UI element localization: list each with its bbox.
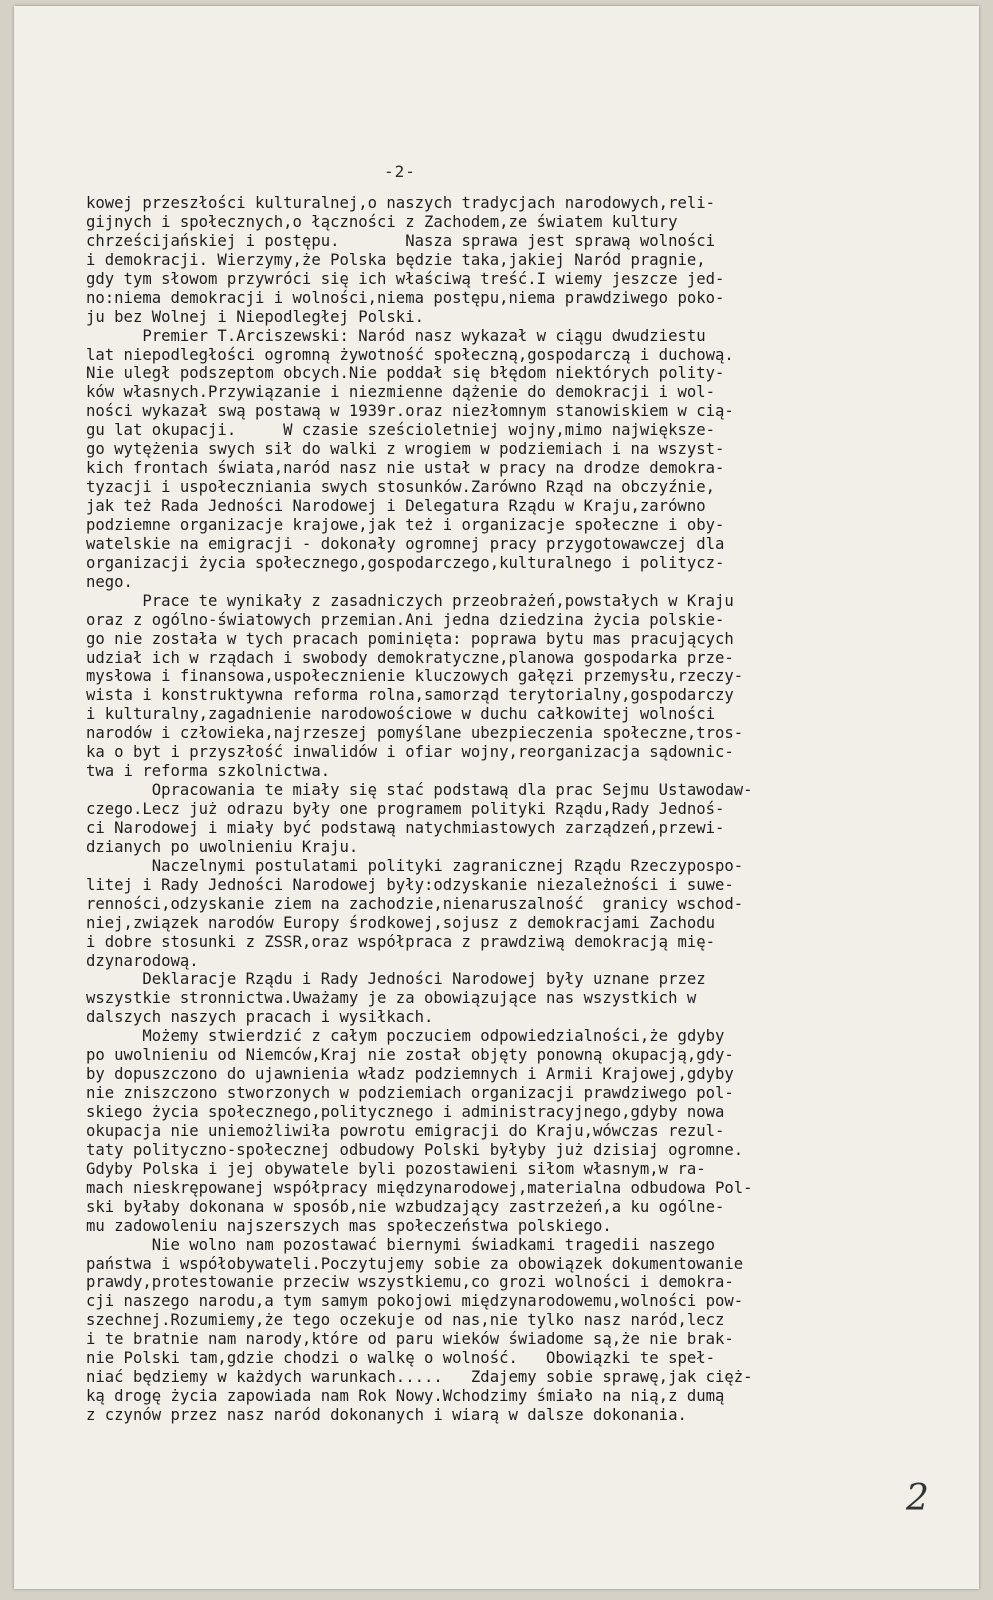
text-line: narodów i człowieka,najrzeszej pomyślane ubezpieczenia społeczne,tros- (86, 724, 744, 743)
text-line: udział ich w rządach i swobody demokratyczne,planowa gospodarka prze- (86, 648, 734, 667)
text-line: wista i konstruktywna reforma rolna,samorząd terytorialny,gospodarczy (86, 686, 734, 705)
text-line: mach nieskrępowanej współpracy międzynarodowej,materialna odbudowa Pol- (86, 1178, 753, 1197)
text-line: nie Polski tam,gdzie chodzi o walkę o wolność. Obowiązki te speł- (86, 1349, 716, 1368)
text-line: Nie uległ podszeptom obcych.Nie poddał się błędom niektórych polity- (86, 364, 725, 383)
text-line: ką drogę życia zapowiada nam Rok Nowy.Wchodzimy śmiało na nią,z dumą (86, 1387, 725, 1406)
text-line: Gdyby Polska i jej obywatele byli pozostawieni siłom własnym,w ra- (86, 1159, 706, 1178)
text-line: dalszych naszych pracach i wysiłkach. (86, 1008, 434, 1027)
text-line: Deklaracje Rządu i Rady Jedności Narodowej były uznane przez (86, 970, 706, 989)
text-line: ju bez Wolnej i Niepodległej Polski. (86, 307, 424, 326)
text-line: gu lat okupacji. W czasie sześcioletniej wojny,mimo największe- (86, 421, 716, 440)
text-line: nie zniszczono stworzonych w podziemiach organizacji prawdziwego pol- (86, 1084, 734, 1103)
text-line: mysłowa i finansowa,uspołecznienie kluczowych gałęzi przemysłu,rzeczy- (86, 667, 744, 686)
text-line: ności wykazał swą postawą w 1939r.oraz niezłomnym stanowiskiem w cią- (86, 402, 734, 421)
text-line: tyzacji i uspołeczniania swych stosunków.Zarówno Rząd na obczyźnie, (86, 478, 716, 497)
text-line: dzianych po uwolnieniu Kraju. (86, 837, 359, 856)
text-line: twa i reforma szkolnictwa. (86, 762, 331, 781)
text-line: ka o byt i przyszłość inwalidów i ofiar wojny,reorganizacja sądownic- (86, 743, 734, 762)
text-line: organizacji życia społecznego,gospodarczego,kulturalnego i politycz- (86, 553, 725, 572)
text-line: jak też Rada Jedności Narodowej i Delegatura Rządu w Kraju,zarówno (86, 497, 706, 515)
text-line: i demokracji. Wierzymy,że Polska będzie taka,jakiej Naród pragnie, (86, 250, 706, 269)
document-body (86, 194, 926, 1425)
text-line: prawdy,protestowanie przeciw wszystkiemu,co grozi wolności i demokra- (86, 1273, 734, 1292)
text-line: ków własnych.Przywiązanie i niezmienne dążenie do demokracji i wol- (86, 383, 716, 402)
text-line: litej i Rady Jedności Narodowej były:odzyskanie niezależności i suwe- (86, 875, 734, 894)
text-line: go nie została w tych pracach pominięta: poprawa bytu mas pracujących (86, 629, 734, 648)
handwritten-page-number: 2 (906, 1478, 929, 1519)
text-line: oraz z ogólno-światowych przemian.Ani jedna dziedzina życia polskie- (86, 610, 725, 629)
text-line: okupacja nie uniemożliwiła powrotu emigracji do Kraju,wówczas rezul- (86, 1121, 725, 1140)
text-line: skiego życia społecznego,politycznego i administracyjnego,gdyby nowa (86, 1103, 725, 1121)
text-line: z czynów przez nasz naród dokonanych i wiarą w dalsze dokonania. (86, 1406, 687, 1424)
text-line: niać będziemy w każdych warunkach..... Zdajemy sobie sprawę,jak cięż- (86, 1368, 753, 1387)
text-line: po uwolnieniu od Niemców,Kraj nie został objęty ponowną okupacją,gdy- (86, 1046, 734, 1065)
text-line: szechnej.Rozumiemy,że tego oczekuje od nas,nie tylko nasz naród,lecz (86, 1311, 725, 1330)
text-line: i kulturalny,zagadnienie narodowościowe w duchu całkowitej wolności (86, 705, 716, 724)
text-line: chrześcijańskiej i postępu. Nasza sprawa jest sprawą wolności (86, 231, 716, 250)
text-line: renności,odzyskanie ziem na zachodzie,nienaruszalność granicy wschod- (86, 894, 744, 913)
text-line: mu zadowoleniu najszerszych mas społeczeństwa polskiego. (86, 1216, 612, 1235)
typewritten-page (14, 6, 979, 1589)
text-line: nego. (86, 572, 133, 591)
text-line: państwa i współobywateli.Poczytujemy sobie za obowiązek dokumentowanie (86, 1254, 744, 1273)
text-line: no:niema demokracji i wolności,niema postępu,niema prawdziwego poko- (86, 288, 725, 307)
text-line: wszystkie stronnictwa.Uważamy je za obowiązujące nas wszystkich w (86, 989, 697, 1008)
text-line: czego.Lecz już odrazu były one programem polityki Rządu,Rady Jednoś- (86, 800, 725, 818)
text-line: i te bratnie nam narody,które od paru wieków świadome są,że nie brak- (86, 1330, 734, 1349)
text-line: Możemy stwierdzić z całym poczuciem odpowiedzialności,że gdyby (86, 1027, 725, 1046)
text-line: Prace te wynikały z zasadniczych przeobrażeń,powstałych w Kraju (86, 591, 734, 610)
text-line: ski byłaby dokonana w sposób,nie wzbudzający zastrzeżeń,a ku ogólne- (86, 1197, 725, 1216)
text-line: lat niepodległości ogromną żywotność społeczną,gospodarczą i duchową. (86, 345, 734, 364)
text-line: Premier T.Arciszewski: Naród nasz wykazał w ciągu dwudziestu (86, 326, 706, 345)
text-line: go wytężenia swych sił do walki z wrogiem w podziemiach i na wszyst- (86, 440, 725, 459)
page-number: -2- (384, 162, 416, 181)
text-line: gijnych i społecznych,o łączności z Zachodem,ze światem kultury (86, 212, 678, 231)
text-line: by dopuszczono do ujawnienia władz podziemnych i Armii Krajowej,gdyby (86, 1065, 734, 1084)
text-line: kich frontach świata,naród nasz nie ustał w pracy na drodze demokra- (86, 459, 725, 478)
text-line: Opracowania te miały się stać podstawą dla prac Sejmu Ustawodaw- (86, 781, 753, 800)
text-line: watelskie na emigracji - dokonały ogromnej pracy przygotowawczej dla (86, 534, 725, 553)
text-line: cji naszego narodu,a tym samym pokojowi międzynarodowemu,wolności pow- (86, 1292, 744, 1311)
text-line: Nie wolno nam pozostawać biernymi świadkami tragedii naszego (86, 1235, 716, 1254)
text-line: podziemne organizacje krajowe,jak też i organizacje społeczne i oby- (86, 515, 725, 534)
text-line: kowej przeszłości kulturalnej,o naszych tradycjach narodowych,reli- (86, 194, 716, 212)
text-line: i dobre stosunki z ZSSR,oraz współpraca z prawdziwą demokracją mię- (86, 932, 716, 951)
text-line: dzynarodową. (86, 951, 199, 970)
text-line: taty polityczno-społecznej odbudowy Polski byłyby już dzisiaj ogromne. (86, 1140, 744, 1159)
text-line: ci Narodowej i miały być podstawą natychmiastowych zarządzeń,przewi- (86, 818, 725, 837)
text-line: gdy tym słowom przywróci się ich właściwą treść.I wiemy jeszcze jed- (86, 269, 725, 288)
text-line: niej,związek narodów Europy środkowej,sojusz z demokracjami Zachodu (86, 913, 716, 932)
text-line: Naczelnymi postulatami polityki zagranicznej Rządu Rzeczypospo- (86, 856, 744, 875)
